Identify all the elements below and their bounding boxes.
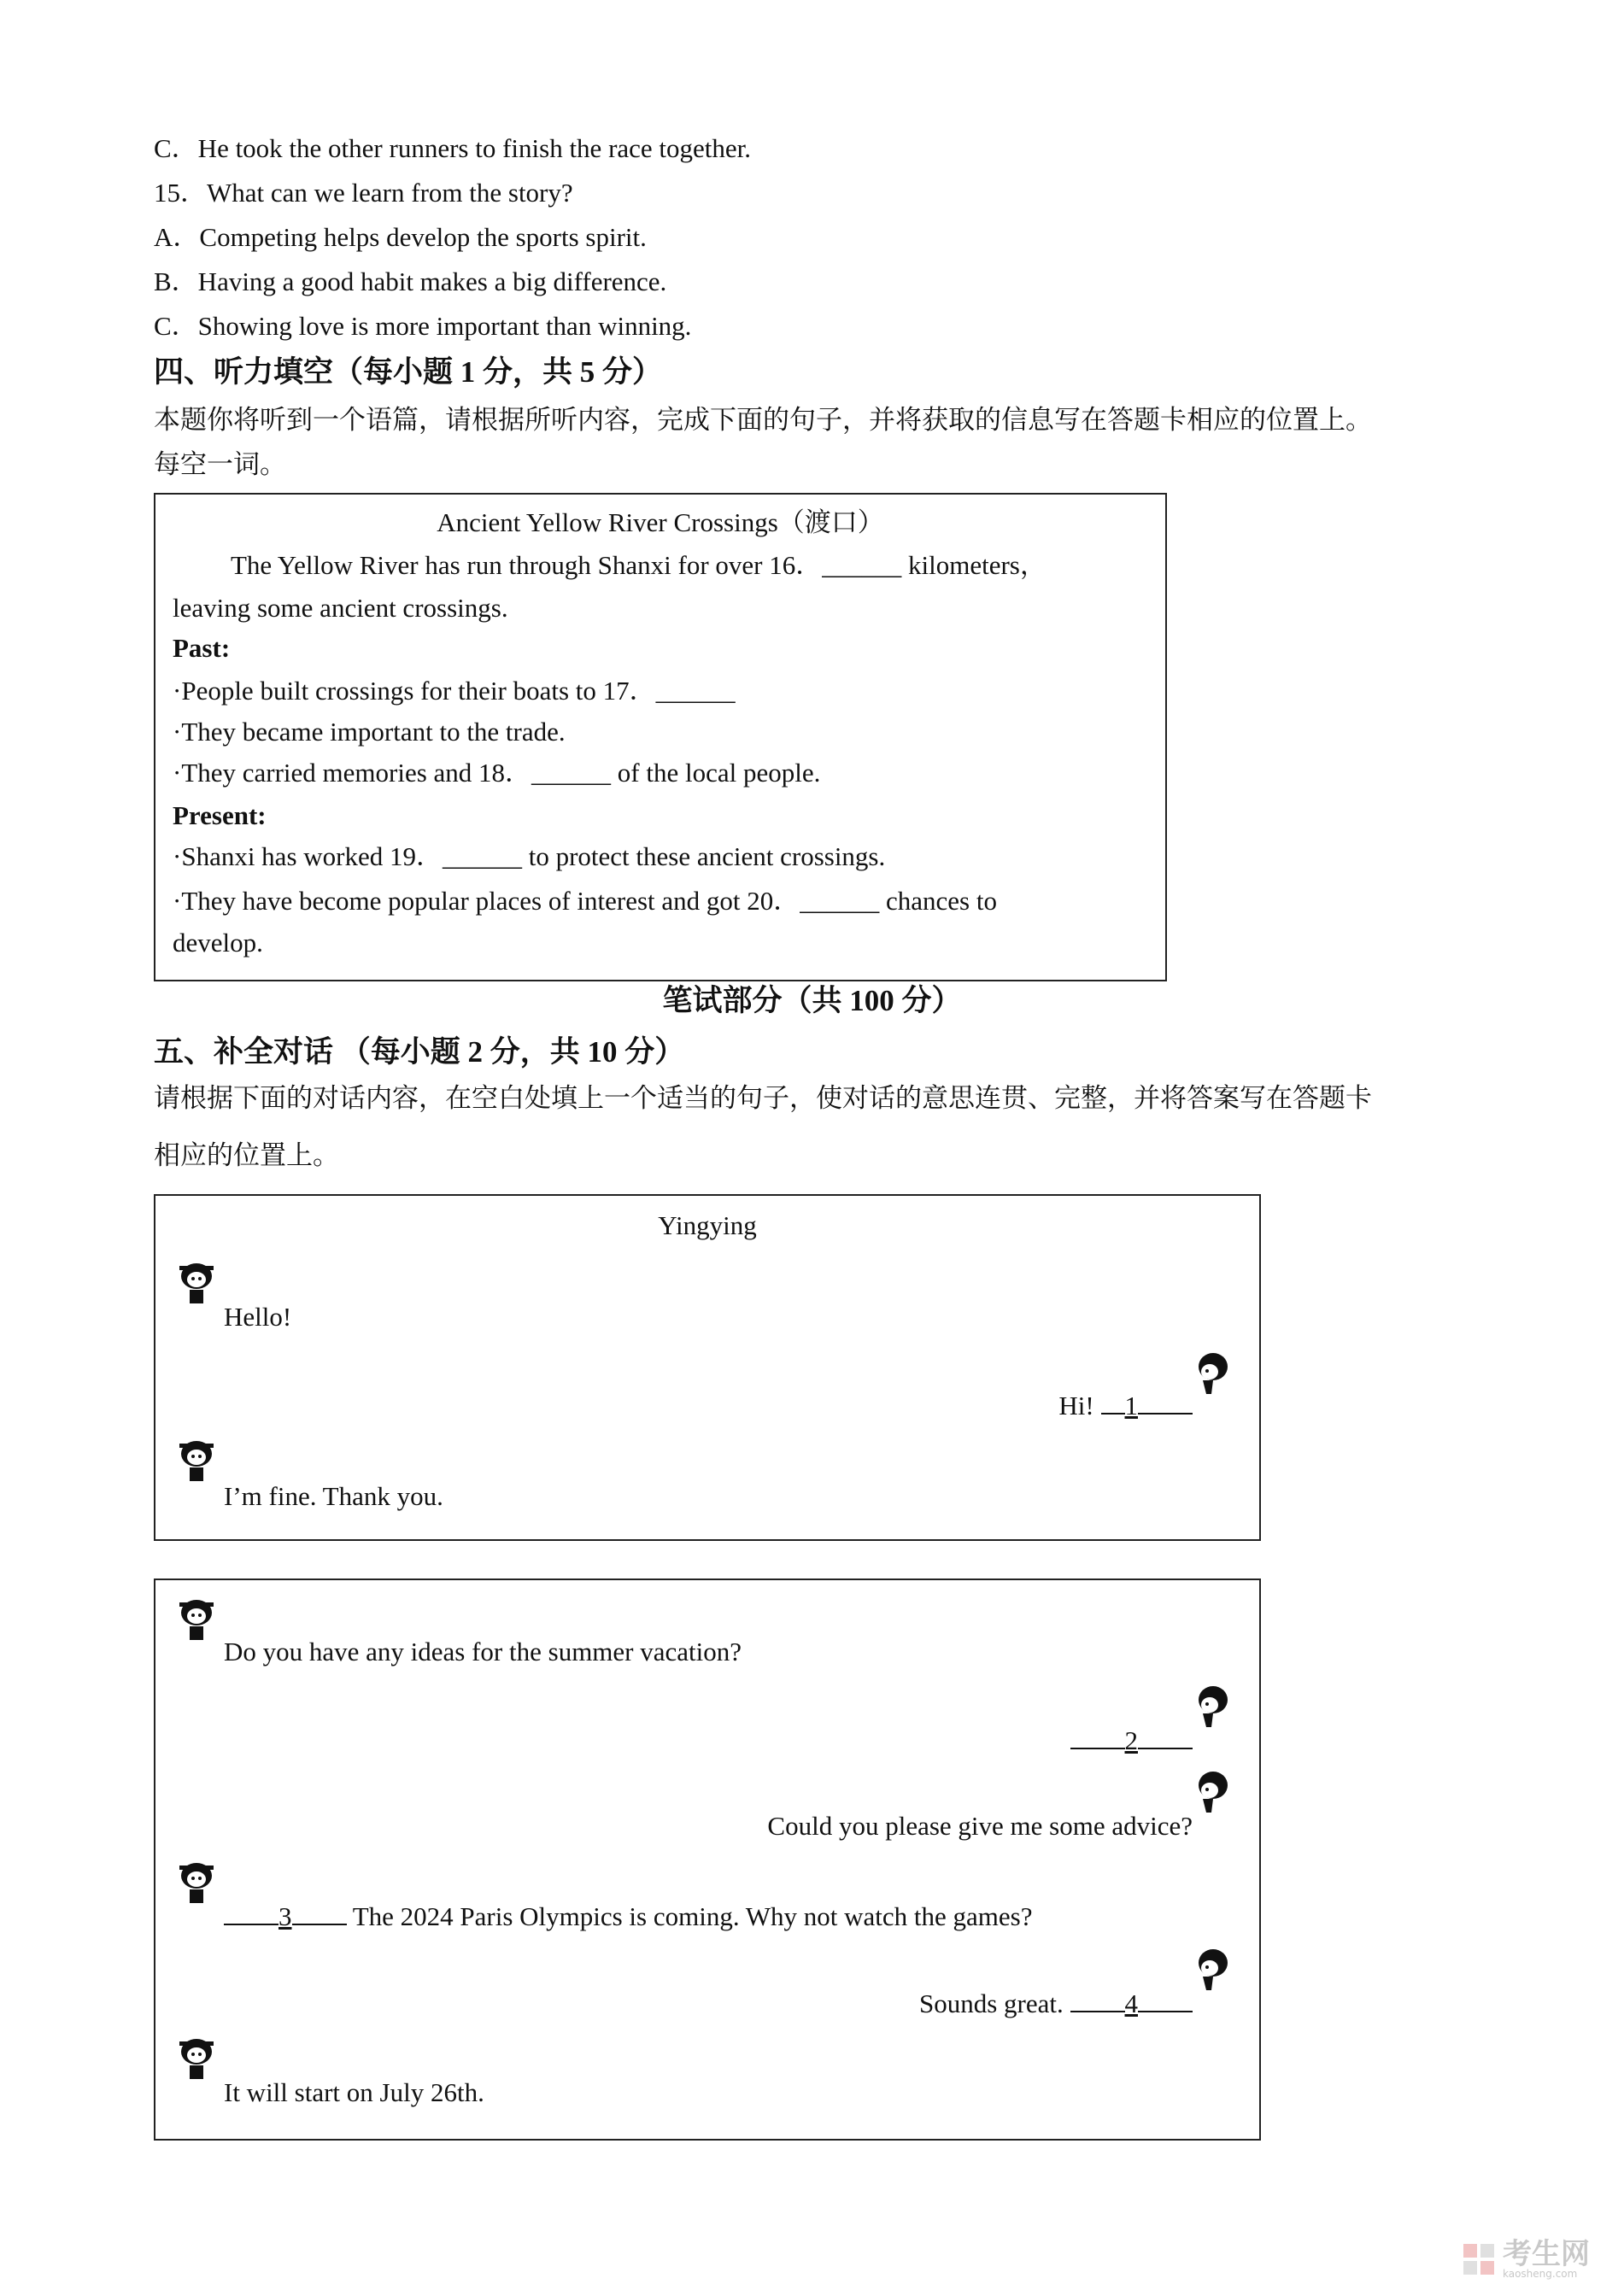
past-item-1: ·People built crossings for their boats to 17．______	[173, 676, 736, 706]
present-item-3: develop.	[173, 928, 263, 958]
present-item-1: ·Shanxi has worked 19．______ to protect these ancient crossings.	[173, 841, 886, 871]
question-15: 15．What can we learn from the story?	[154, 178, 573, 208]
dialog-blank-3: 3	[278, 1901, 292, 1931]
box-line-2: leaving some ancient crossings.	[173, 593, 508, 623]
dialog-blank-1: 1	[1124, 1391, 1138, 1420]
person-b-icon	[1191, 1350, 1232, 1401]
person-b-icon	[1191, 1768, 1232, 1819]
dialog-box-1	[154, 1194, 1261, 1541]
section-5-instruction-2: 相应的位置上。	[154, 1140, 339, 1170]
dialog-blank-4: 4	[1124, 1988, 1138, 2018]
dialog-1-line-b1	[1058, 1389, 1193, 1423]
person-b-icon	[1191, 1946, 1232, 1997]
section-4-instruction-2: 每空一词。	[154, 449, 286, 479]
dialog-1-b1-prefix: Hi!	[1058, 1391, 1101, 1420]
box-title: Ancient Yellow River Crossings（渡口）	[437, 507, 884, 537]
dialog-2-line-a1: Do you have any ideas for the summer vacation?	[224, 1637, 742, 1666]
option-b-q15: B．Having a good habit makes a big difference.	[154, 266, 667, 296]
dialog-1-line-a2: I’m fine. Thank you.	[224, 1481, 443, 1511]
dialog-2-line-b2: Could you please give me some advice?	[767, 1811, 1193, 1841]
present-label: Present:	[173, 800, 267, 830]
option-c-q14: C．He took the other runners to finish the race together.	[154, 133, 752, 163]
past-item-2: ·They became important to the trade.	[173, 717, 566, 747]
watermark	[1462, 2237, 1590, 2280]
person-a-icon	[176, 1859, 217, 1910]
dialog-2-line-b3	[919, 1987, 1193, 2021]
dialog-2-line-a3: It will start on July 26th.	[224, 2077, 484, 2107]
watermark-text: 考生网	[1503, 2237, 1590, 2271]
person-a-icon	[176, 1259, 217, 1310]
dialog-2-b3-prefix: Sounds great.	[918, 1988, 1070, 2018]
person-a-icon	[176, 1437, 217, 1488]
dialog-2-line-b1	[1070, 1724, 1193, 1758]
watermark-url: kaosheng.com	[1503, 2268, 1578, 2280]
person-a-icon	[176, 1596, 217, 1647]
option-c-q15: C．Showing love is more important than winning.	[154, 311, 692, 341]
section-5-instruction: 请根据下面的对话内容，在空白处填上一个适当的句子，使对话的意思连贯、完整，并将答案写在答题卡	[154, 1083, 1372, 1113]
section-4-instruction: 本题你将听到一个语篇，请根据所听内容，完成下面的句子，并将获取的信息写在答题卡相应的位置上。	[154, 405, 1372, 435]
person-a-icon	[176, 2035, 217, 2086]
watermark-logo-icon	[1462, 2242, 1496, 2276]
dialog-blank-2: 2	[1124, 1725, 1138, 1755]
dialog-box-2	[154, 1578, 1261, 2141]
dialog-1-line-a1: Hello!	[224, 1302, 292, 1332]
section-4-heading: 四、听力填空（每小题 1 分，共 5 分）	[154, 355, 663, 389]
past-item-3: ·They carried memories and 18．______ of the local people.	[173, 758, 821, 788]
dialog-2-line-a2	[224, 1900, 1033, 1934]
present-item-2: ·They have become popular places of interest and got 20．______ chances to	[173, 886, 997, 916]
dialog-2-a2-text: The 2024 Paris Olympics is coming. Why not watch the games?	[346, 1901, 1033, 1931]
option-a-q15: A．Competing helps develop the sports spirit.	[154, 222, 647, 252]
person-b-icon	[1191, 1683, 1232, 1734]
box-line-1: The Yellow River has run through Shanxi for over 16．______ kilometers，	[231, 550, 1047, 580]
dialog-1-title: Yingying	[658, 1210, 757, 1240]
past-label: Past:	[173, 633, 231, 663]
written-part-title: 笔试部分（共 100 分）	[662, 984, 962, 1017]
listening-fill-box	[154, 493, 1167, 981]
section-5-heading: 五、补全对话 （每小题 2 分，共 10 分）	[154, 1035, 685, 1069]
